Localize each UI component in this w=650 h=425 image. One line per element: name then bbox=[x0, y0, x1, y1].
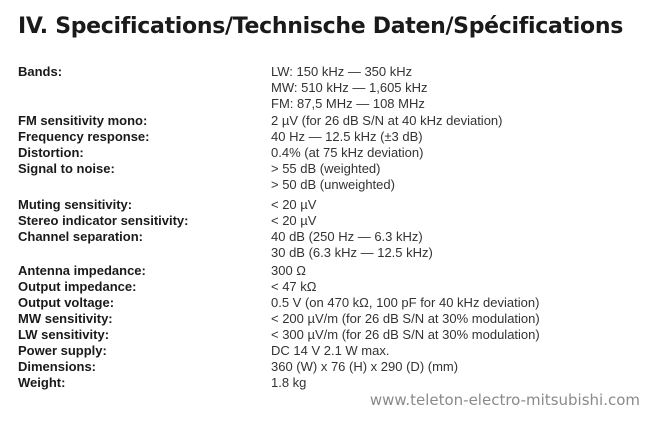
spec-label: Output impedance: bbox=[18, 279, 137, 294]
spec-label: Channel separation: bbox=[18, 229, 143, 244]
spec-values bbox=[271, 295, 539, 311]
spec-row-distortion bbox=[18, 145, 638, 161]
spec-values bbox=[271, 129, 423, 145]
spec-row-muting-sensitivity bbox=[18, 197, 638, 213]
spec-values bbox=[271, 263, 306, 279]
spec-label: MW sensitivity: bbox=[18, 311, 113, 326]
spec-value: 0.5 V (on 470 kΩ, 100 pF for 40 kHz deviation) bbox=[271, 295, 540, 310]
spec-row-output-impedance bbox=[18, 279, 638, 295]
spec-value: < 300 µV/m (for 26 dB S/N at 30% modulation) bbox=[271, 327, 540, 342]
spec-row-fm-sensitivity bbox=[18, 113, 638, 129]
spec-value: 1.8 kg bbox=[271, 375, 307, 390]
spec-value: 30 dB (6.3 kHz — 12.5 kHz) bbox=[271, 245, 433, 261]
spec-values bbox=[271, 343, 389, 359]
spec-value: 40 Hz — 12.5 kHz (±3 dB) bbox=[271, 129, 423, 144]
spec-value: MW: 510 kHz — 1,605 kHz bbox=[271, 80, 428, 96]
spec-row-bands bbox=[18, 64, 638, 112]
spec-values bbox=[271, 64, 428, 113]
spec-label: Signal to noise: bbox=[18, 161, 115, 176]
spec-value: 360 (W) x 76 (H) x 290 (D) (mm) bbox=[271, 359, 459, 374]
spec-value: 300 Ω bbox=[271, 263, 307, 278]
spec-values bbox=[271, 229, 433, 261]
spec-label: FM sensitivity mono: bbox=[18, 113, 148, 128]
spec-row-antenna-impedance bbox=[18, 263, 638, 279]
spec-value: LW: 150 kHz — 350 kHz bbox=[271, 64, 413, 79]
spec-label: Output voltage: bbox=[18, 295, 115, 310]
spec-row-power-supply bbox=[18, 343, 638, 359]
spec-value: DC 14 V 2.1 W max. bbox=[271, 343, 390, 358]
spec-label: Muting sensitivity: bbox=[18, 197, 133, 212]
spec-row-signal-to-noise bbox=[18, 161, 638, 193]
spec-label: Antenna impedance: bbox=[18, 263, 146, 278]
spec-values bbox=[271, 113, 503, 129]
spec-row-weight bbox=[18, 375, 638, 391]
spec-values bbox=[271, 359, 458, 375]
spec-label: LW sensitivity: bbox=[18, 327, 110, 342]
spec-value: > 50 dB (unweighted) bbox=[271, 177, 395, 193]
spec-label: Dimensions: bbox=[18, 359, 97, 374]
spec-label: Weight: bbox=[18, 375, 66, 390]
spec-values bbox=[271, 279, 317, 295]
spec-row-dimensions bbox=[18, 359, 638, 375]
spec-label: Frequency response: bbox=[18, 129, 150, 144]
spec-row-lw-sensitivity bbox=[18, 327, 638, 343]
spec-row-mw-sensitivity bbox=[18, 311, 638, 327]
spec-value: FM: 87,5 MHz — 108 MHz bbox=[271, 96, 425, 112]
spec-values bbox=[271, 375, 306, 391]
spec-row-frequency-response bbox=[18, 129, 638, 145]
watermark-url: www.teleton-electro-mitsubishi.com bbox=[369, 391, 640, 409]
spec-values bbox=[271, 327, 540, 343]
spec-value: 0.4% (at 75 kHz deviation) bbox=[271, 145, 424, 160]
spec-value: 40 dB (250 Hz — 6.3 kHz) bbox=[271, 229, 423, 244]
page-title: IV. Specifications/Technische Daten/Spécifications bbox=[18, 14, 624, 39]
spec-value: < 200 µV/m (for 26 dB S/N at 30% modulation) bbox=[271, 311, 540, 326]
spec-values bbox=[271, 161, 395, 193]
spec-values bbox=[271, 213, 316, 229]
spec-value: < 20 µV bbox=[271, 213, 317, 228]
spec-values bbox=[271, 197, 316, 213]
spec-row-output-voltage bbox=[18, 295, 638, 311]
spec-label: Stereo indicator sensitivity: bbox=[18, 213, 189, 228]
spec-value: 2 µV (for 26 dB S/N at 40 kHz deviation) bbox=[271, 113, 503, 128]
spec-value: < 47 kΩ bbox=[271, 279, 317, 294]
spec-row-channel-separation bbox=[18, 229, 638, 261]
spec-value: < 20 µV bbox=[271, 197, 317, 212]
spec-label: Power supply: bbox=[18, 343, 107, 358]
spec-values bbox=[271, 145, 423, 161]
spec-row-stereo-indicator bbox=[18, 213, 638, 229]
spec-label: Bands: bbox=[18, 64, 63, 79]
spec-label: Distortion: bbox=[18, 145, 84, 160]
spec-value: > 55 dB (weighted) bbox=[271, 161, 381, 176]
spec-values bbox=[271, 311, 540, 327]
